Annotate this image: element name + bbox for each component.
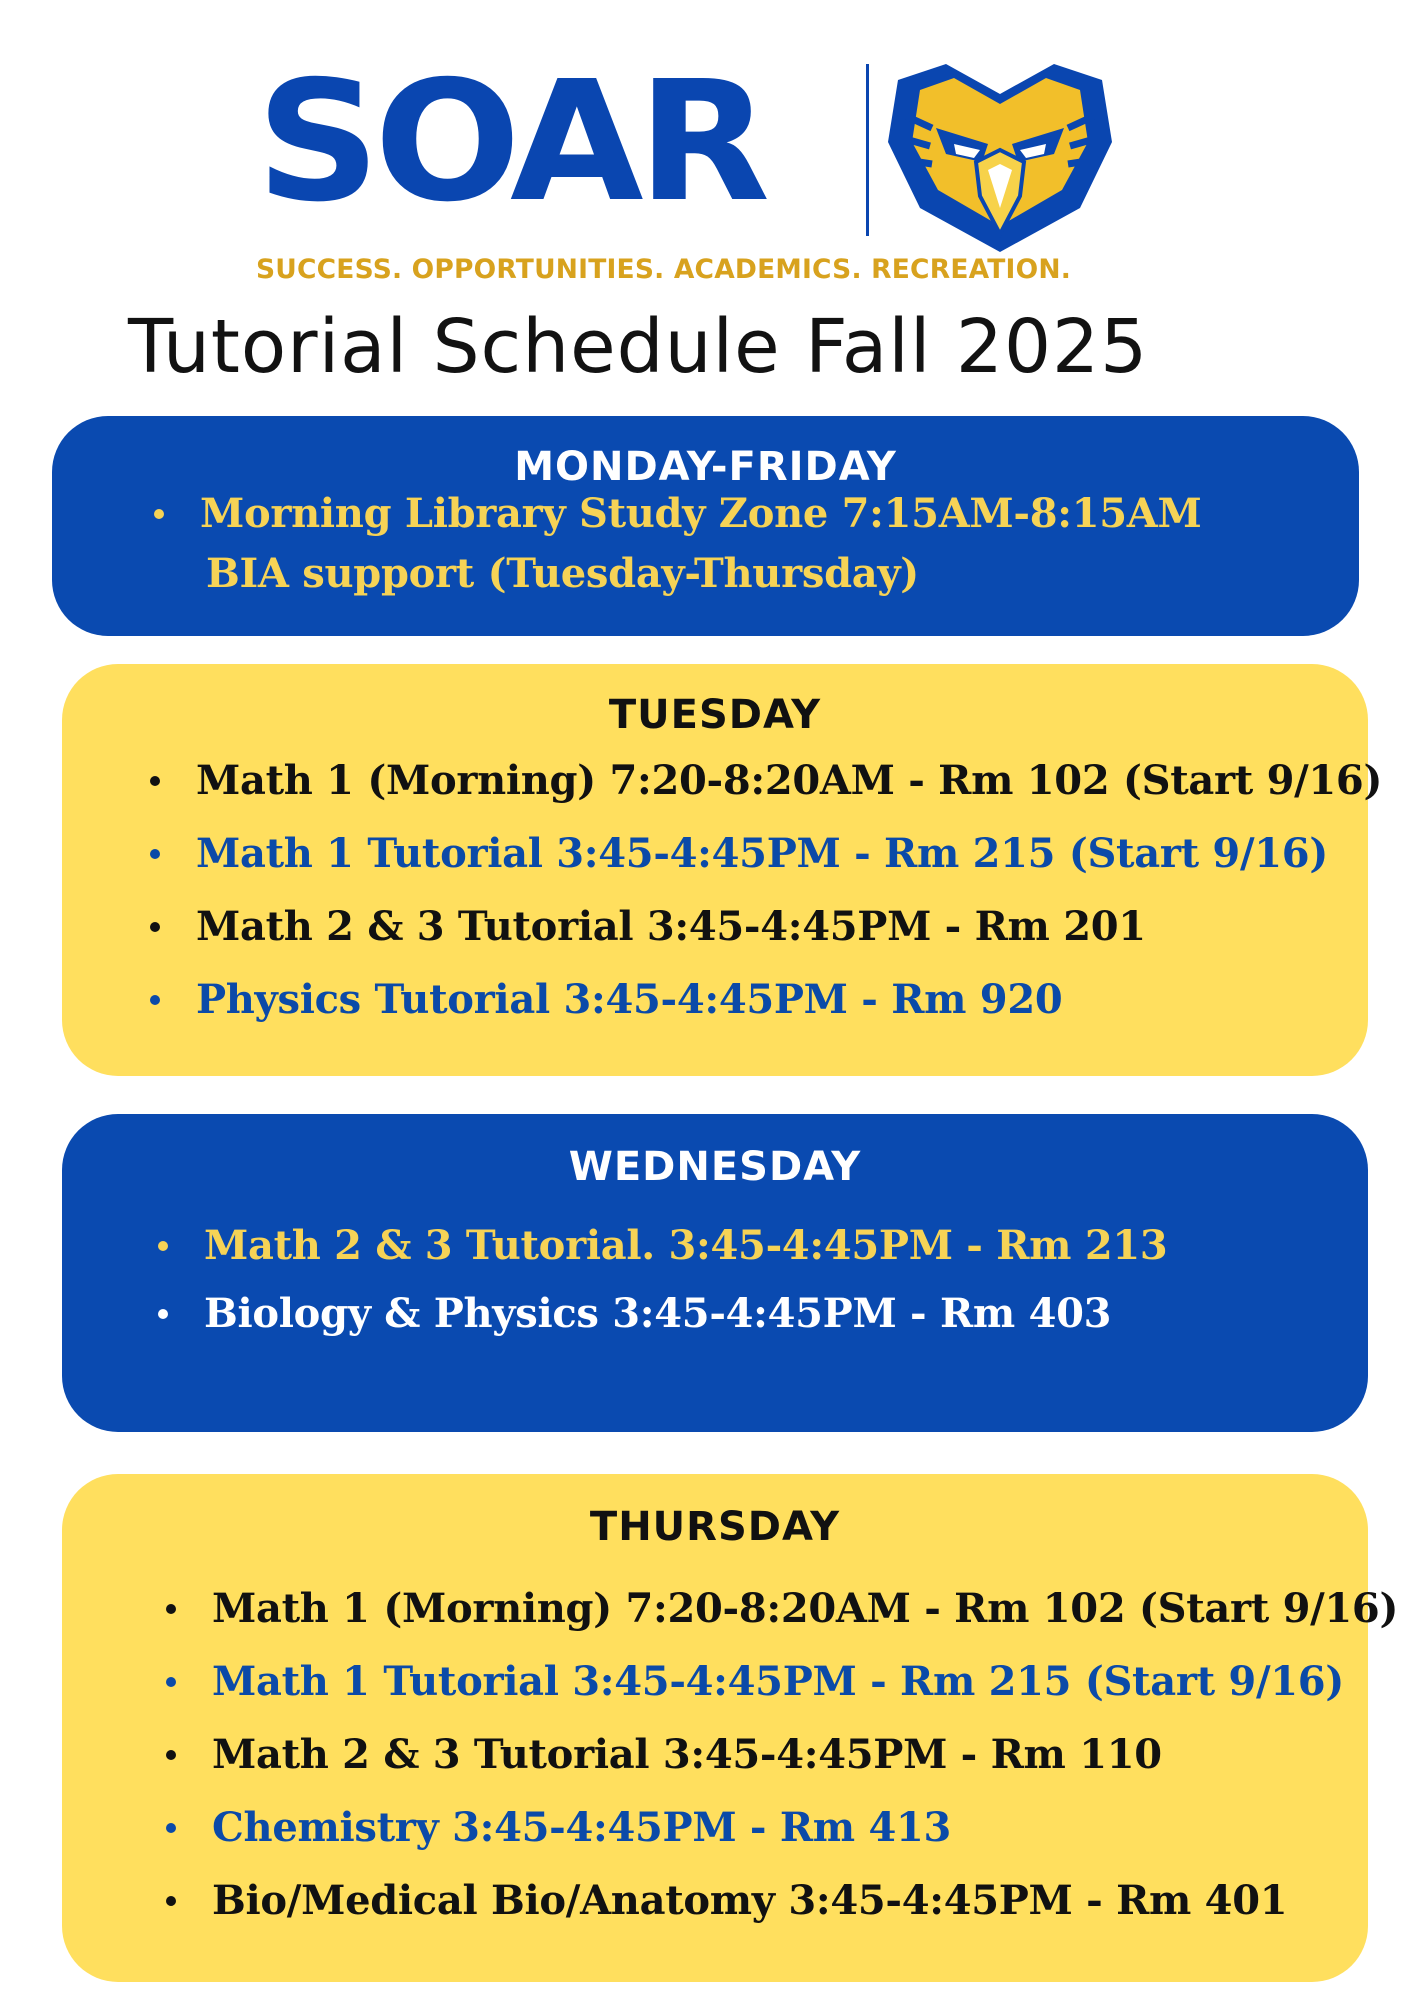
wednesday-heading: WEDNESDAY — [568, 1144, 862, 1190]
monday-friday-heading: MONDAY-FRIDAY — [514, 444, 897, 490]
logo-wordmark: SOAR — [256, 46, 765, 239]
list-item: Math 1 (Morning) 7:20-8:20AM - Rm 102 (Start 9/16) — [166, 1572, 1398, 1645]
thursday-heading: THURSDAY — [589, 1504, 841, 1550]
list-item: Physics Tutorial 3:45-4:45PM - Rm 920 — [150, 963, 1382, 1036]
wednesday-list — [158, 1212, 1167, 1348]
monday-friday-panel — [52, 416, 1359, 636]
logo-divider — [866, 64, 869, 236]
soar-logo — [256, 46, 1116, 288]
wednesday-panel — [62, 1114, 1368, 1432]
list-item: Math 2 & 3 Tutorial 3:45-4:45PM - Rm 110 — [166, 1718, 1398, 1791]
logo-tagline: SUCCESS. OPPORTUNITIES. ACADEMICS. RECREATION. — [256, 254, 1071, 285]
list-item: BIA support (Tuesday-Thursday) — [206, 550, 919, 597]
list-item: Morning Library Study Zone 7:15AM-8:15AM — [154, 484, 1201, 544]
list-item: Math 2 & 3 Tutorial 3:45-4:45PM - Rm 201 — [150, 890, 1382, 963]
thursday-list — [166, 1572, 1398, 1937]
page-title: Tutorial Schedule Fall 2025 — [128, 304, 1149, 390]
list-item: Math 1 Tutorial 3:45-4:45PM - Rm 215 (Start 9/16) — [150, 817, 1382, 890]
tuesday-list — [150, 744, 1382, 1036]
list-item: Math 1 Tutorial 3:45-4:45PM - Rm 215 (Start 9/16) — [166, 1645, 1398, 1718]
list-item: Chemistry 3:45-4:45PM - Rm 413 — [166, 1791, 1398, 1864]
list-item: Biology & Physics 3:45-4:45PM - Rm 403 — [158, 1280, 1167, 1348]
tuesday-panel — [62, 664, 1383, 1076]
tuesday-heading: TUESDAY — [608, 692, 822, 738]
thursday-panel — [62, 1474, 1399, 1982]
monday-friday-list — [154, 484, 1201, 604]
list-item: Bio/Medical Bio/Anatomy 3:45-4:45PM - Rm 401 — [166, 1864, 1398, 1937]
list-item: Math 2 & 3 Tutorial. 3:45-4:45PM - Rm 213 — [158, 1212, 1167, 1280]
list-item: Math 1 (Morning) 7:20-8:20AM - Rm 102 (Start 9/16) — [150, 744, 1382, 817]
hawk-mascot-icon — [884, 58, 1116, 254]
